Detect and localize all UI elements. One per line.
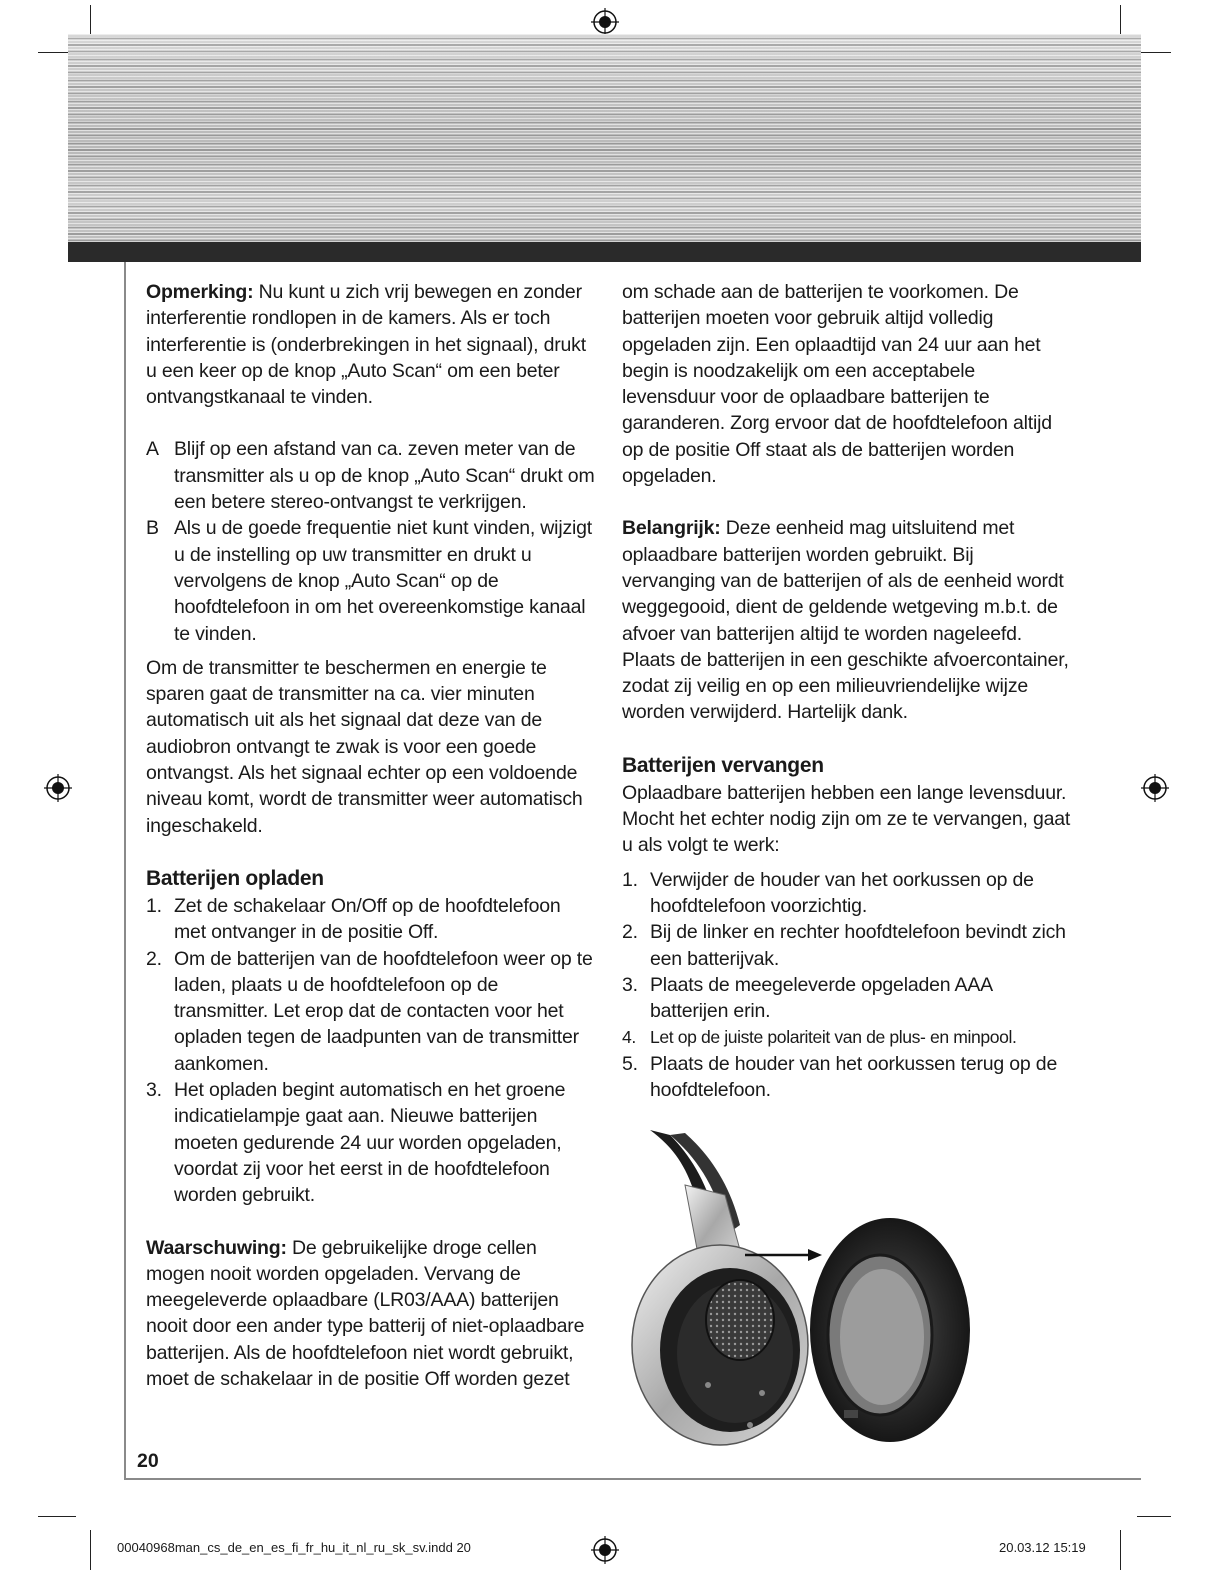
headphone-ear-cushion-illustration: [630, 1125, 1060, 1455]
list-item: 3. Plaats de meegeleverde opgeladen AAA batterijen erin.: [622, 973, 992, 1023]
charge-steps-list: [146, 893, 596, 1209]
header-dark-bar: [68, 242, 1141, 262]
crop-mark: [1137, 1516, 1171, 1517]
crop-mark: [1137, 52, 1171, 53]
note-paragraph: [146, 279, 596, 410]
continuation-paragraph: om schade aan de batterijen te voorkomen. De batterijen moeten voor gebruik altijd volledig opgeladen zijn. Een oplaadtijd van 24 uur aan het begin is noodzakelijk om een acceptabele levensduur voor de oplaadbare batterijen te garanderen. Zorg ervoor dat de hoofdtelefoon altijd op de positie Off staat als de batterijen worden opgeladen.: [622, 281, 1052, 488]
replace-heading: Batterijen vervangen: [622, 753, 824, 777]
bottom-rule: [124, 1478, 1141, 1480]
important-label: Belangrijk:: [622, 517, 721, 540]
list-item: 4. Let op de juiste polariteit van de plus- en minpool.: [622, 1027, 1017, 1048]
important-text: Deze eenheid mag uitsluitend met oplaadbare batterijen worden gebruikt. Bij vervanging van de batterijen of als de eenheid wordt weggegooid, dient de geldende wetgeving m.b.t. de afvoer van batterijen altijd te worden nageleefd. Plaats de batterijen in een geschikte afvoercontainer, zodat zij veilig en op een milieuvriendelijke wijze worden verwijderd. Hartelijk dank.: [622, 517, 1069, 724]
crop-mark: [38, 1516, 76, 1517]
footer-date: 20.03.12 15:19: [999, 1540, 1086, 1555]
registration-mark-icon: [1141, 774, 1169, 802]
warning-paragraph: [146, 1235, 596, 1393]
registration-mark-icon: [591, 8, 619, 36]
replace-steps-list: [622, 867, 1072, 1104]
list-item: 1. Zet de schakelaar On/Off op de hoofdtelefoon met ontvanger in de positie Off.: [146, 894, 561, 944]
warning-label: Waarschuwing:: [146, 1236, 287, 1259]
left-column: [146, 279, 596, 1392]
left-margin-rule: [124, 262, 126, 1480]
right-column: [622, 279, 1072, 1103]
brushed-metal-header: [68, 34, 1141, 242]
charge-heading: Batterijen opladen: [146, 866, 324, 890]
list-item: B Als u de goede frequentie niet kunt vinden, wijzigt u de instelling op uw transmitter en drukt u vervolgens de knop „Auto Scan“ op de hoofdtelefoon in om het overeenkomstige kanaal te vinden.: [146, 517, 592, 645]
registration-mark-icon: [591, 1536, 619, 1564]
list-item: 5. Plaats de houder van het oorkussen terug op de hoofdtelefoon.: [622, 1052, 1058, 1102]
list-item: 1. Verwijder de houder van het oorkussen op de hoofdtelefoon voorzichtig.: [622, 868, 1034, 917]
note-text: Nu kunt u zich vrij bewegen en zonder interferentie rondlopen in de kamers. Als er toch interferentie is (onderbrekingen in het signaal), drukt u een keer op de knop „Auto Scan“ om een beter ontvangstkanaal te vinden.: [146, 281, 586, 409]
crop-mark: [90, 1530, 91, 1570]
important-paragraph: [622, 515, 1072, 725]
page-number: 20: [137, 1450, 159, 1472]
auto-off-paragraph: Om de transmitter te beschermen en energie te sparen gaat de transmitter na ca. vier minuten automatisch uit als het signaal dat deze van de audiobron ontvangt te zwak is voor een goede ontvangst. Als het signaal echter op een voldoende niveau komt, wordt de transmitter weer automatisch ingeschakeld.: [146, 656, 583, 837]
list-item: A Blijf op een afstand van ca. zeven meter van de transmitter als u op de knop „Auto Scan“ drukt om een betere stereo-ontvangst te verkrijgen.: [146, 438, 595, 514]
replace-intro: Oplaadbare batterijen hebben een lange levensduur. Mocht het echter nodig zijn om ze te vervangen, gaat u als volgt te werk:: [622, 781, 1071, 857]
footer-filename: 00040968man_cs_de_en_es_fi_fr_hu_it_nl_ru_sk_sv.indd 20: [117, 1540, 471, 1555]
list-item: 2. Om de batterijen van de hoofdtelefoon weer op te laden, plaats u de hoofdtelefoon op de transmitter. Let erop dat de contacten voor het opladen tegen de laadpunten van de transmitter aankomen.: [146, 947, 593, 1075]
list-item: 3. Het opladen begint automatisch en het groene indicatielampje gaat aan. Nieuwe batterijen moeten gedurende 24 uur worden opgeladen, voordat zij voor het eerst in de hoofdtelefoon worden gebruikt.: [146, 1079, 566, 1207]
warning-text: De gebruikelijke droge cellen mogen nooit worden opgeladen. Vervang de meegeleverde oplaadbare (LR03/AAA) batterijen nooit door een ander type batterij of niet-oplaadbare batterijen. Als de hoofdtelefoon niet wordt gebruikt, moet de schakelaar in de positie Off worden gezet: [146, 1236, 585, 1390]
note-label: Opmerking:: [146, 281, 254, 303]
scan-tips-list: [146, 436, 596, 646]
registration-mark-icon: [44, 774, 72, 802]
crop-mark: [1120, 1530, 1121, 1570]
list-item: 2. Bij de linker en rechter hoofdtelefoon bevindt zich een batterijvak.: [622, 921, 1066, 970]
